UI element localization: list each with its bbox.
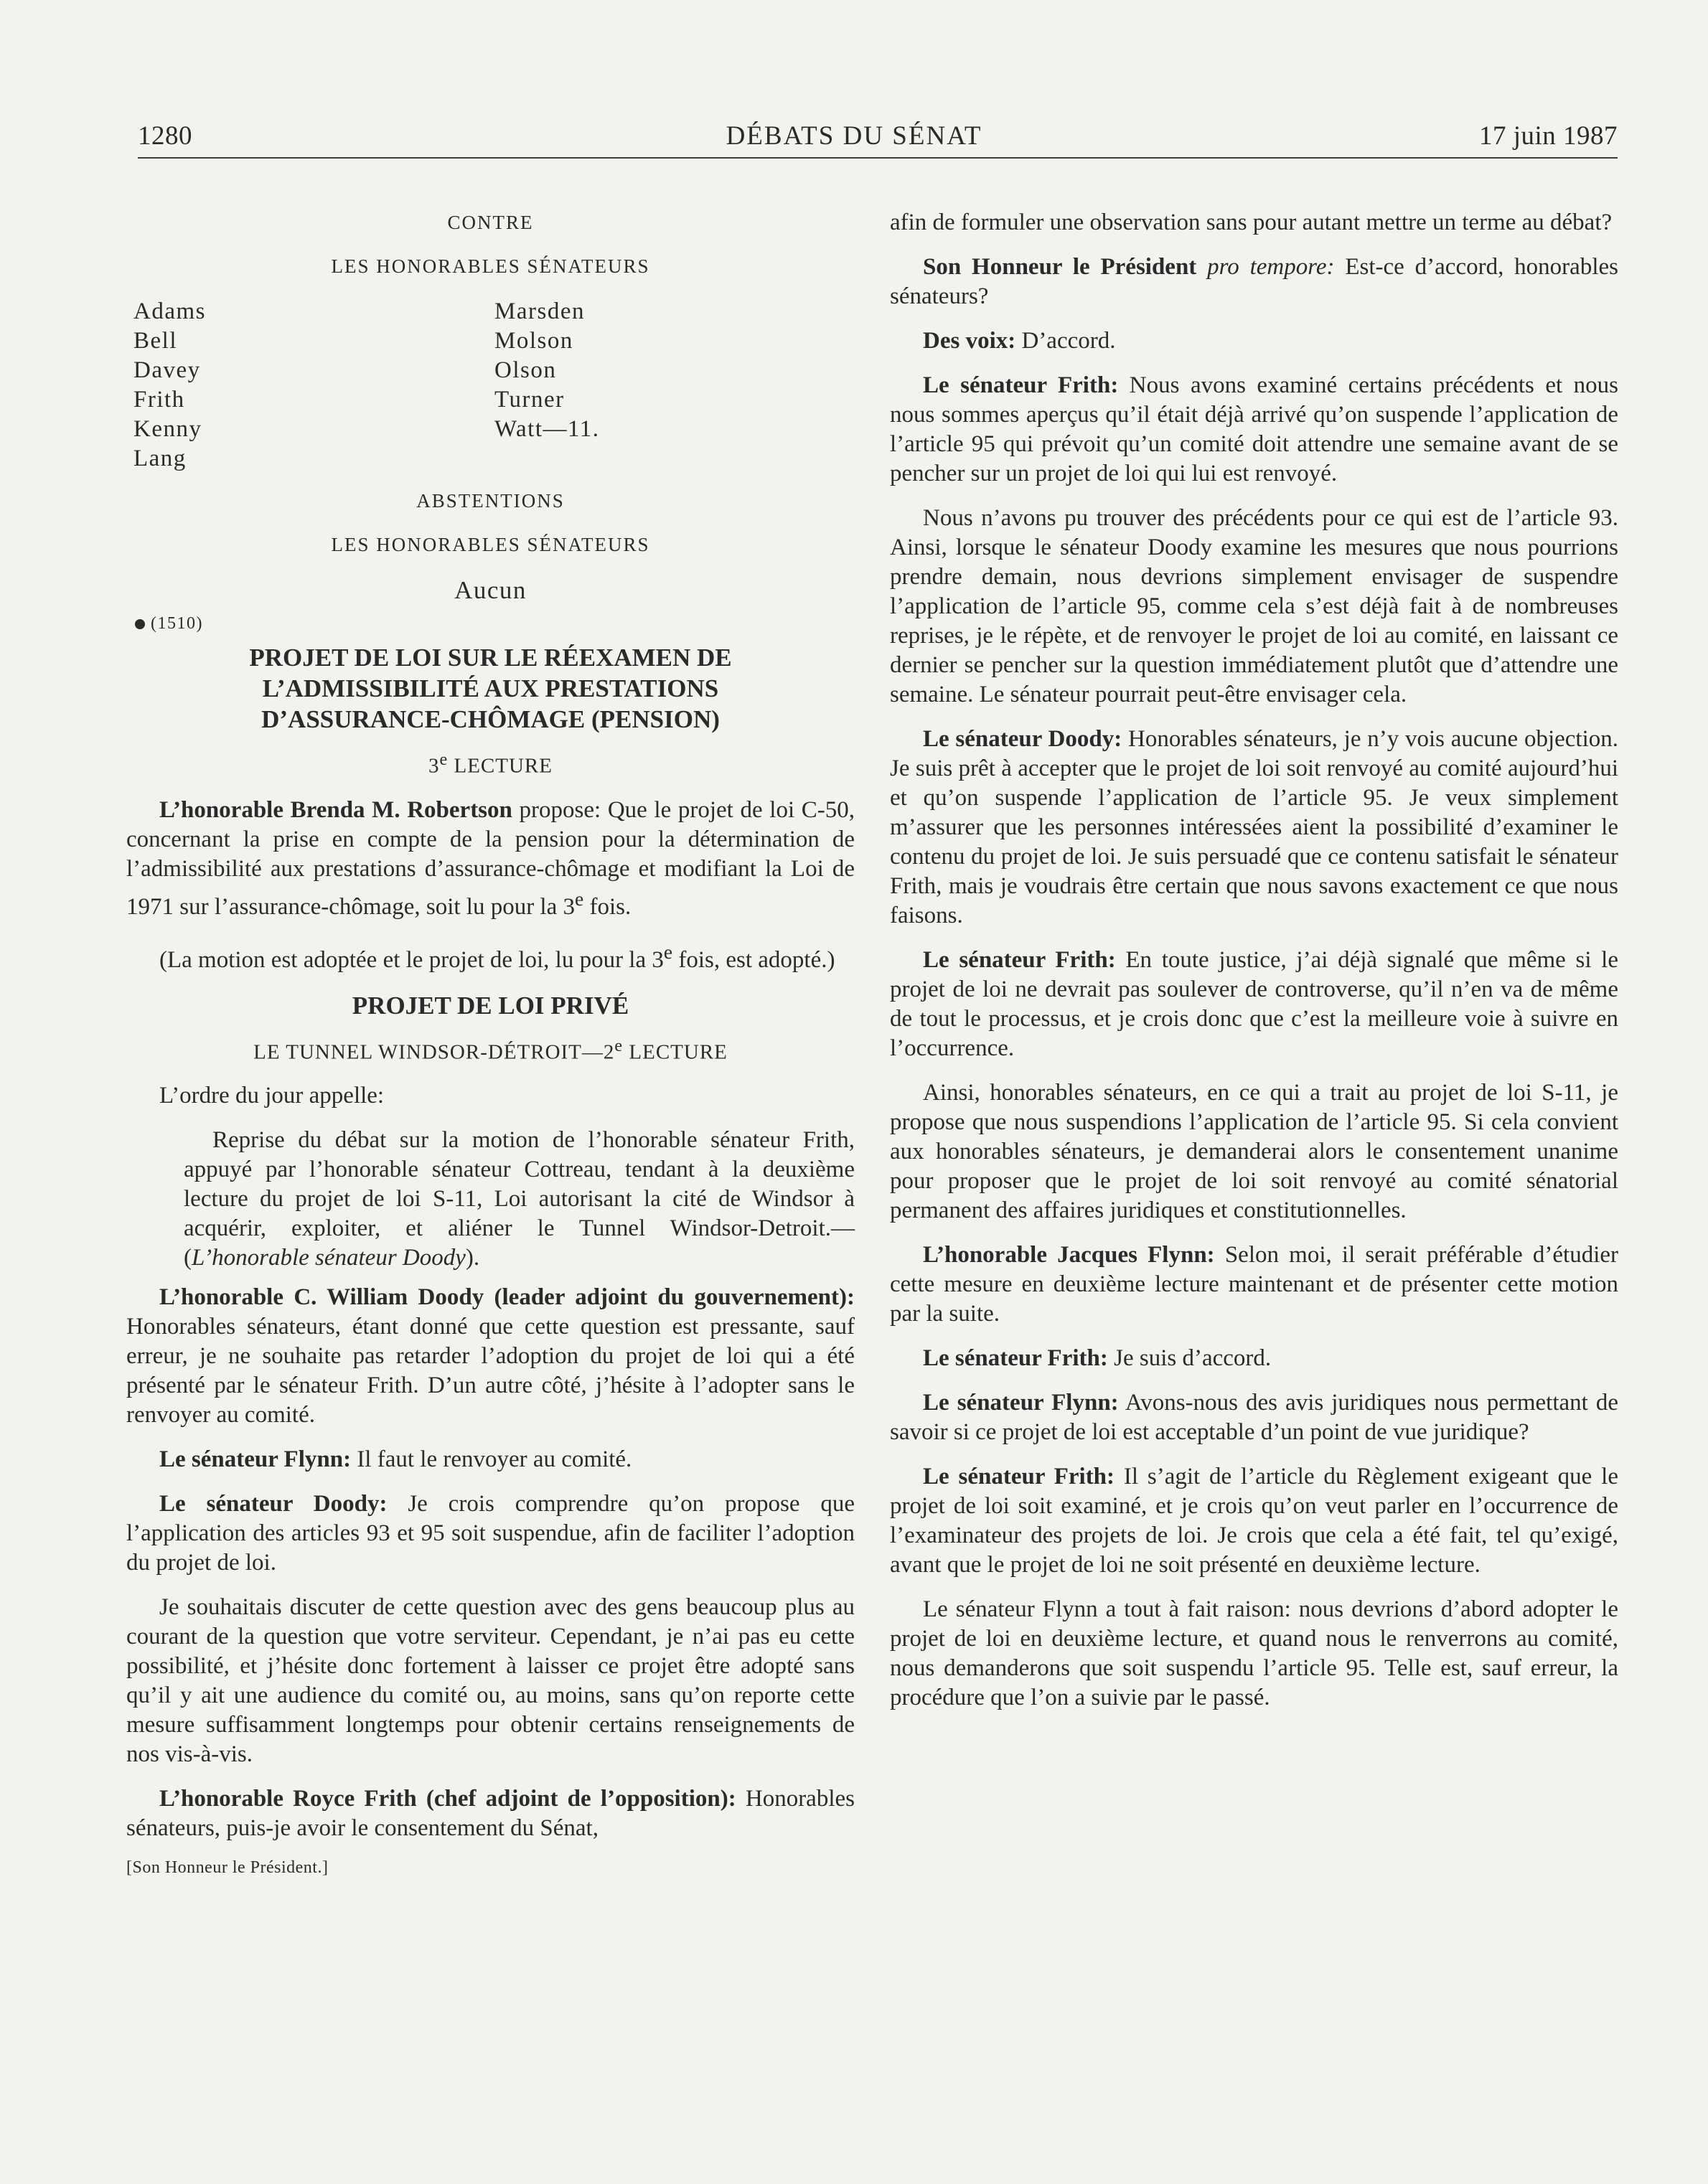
italic-text: L’honorable sénateur Doody — [192, 1245, 466, 1271]
paragraph — [126, 796, 855, 922]
paragraph-text: Il faut le renvoyer au comité. — [351, 1446, 632, 1473]
senator-name: Lang — [133, 446, 187, 471]
speaker-name: Le sénateur Frith: — [923, 947, 1116, 973]
paragraph — [890, 946, 1618, 1063]
senator-name: Watt—11. — [494, 416, 600, 442]
speaker-name: Le sénateur Frith: — [923, 1345, 1108, 1371]
paragraph-text: Avons-nous des avis juridiques nous permettant de savoir si ce projet de loi est acceptable d’un point de vue juridique? — [890, 1390, 1618, 1445]
paragraph — [890, 1462, 1618, 1580]
speaker-name: Le sénateur Frith: — [923, 372, 1119, 398]
reading-subheading — [126, 745, 855, 781]
speaker-name: Le sénateur Frith: — [923, 1464, 1115, 1489]
reading-label: LECTURE — [448, 754, 553, 778]
speaker-name: L’honorable Royce Frith (chef adjoint de l’opposition): — [159, 1786, 736, 1812]
italic-text: pro tempore: — [1196, 254, 1335, 280]
superscript: e — [439, 750, 449, 769]
paragraph — [890, 1344, 1618, 1373]
senator-name: Turner — [494, 387, 565, 413]
page-date: 17 juin 1987 — [1478, 121, 1618, 151]
senator-name: Davey — [133, 357, 201, 383]
abstentions-heading: ABSTENTIONS — [416, 490, 565, 512]
speaker-name: Le sénateur Doody: — [923, 726, 1122, 752]
bill-title: PROJET DE LOI PRIVÉ — [352, 991, 629, 1020]
senator-name: Bell — [133, 328, 177, 354]
names-column-1 — [133, 297, 494, 474]
time-marker — [126, 609, 855, 636]
paragraph-text: fois. — [583, 893, 632, 920]
paragraph: Ainsi, honorables sénateurs, en ce qui a trait au projet de loi S-11, je propose que nous suspendions l’application de l’article 95. Si cela convient aux honorables sénateurs, je demanderai alors le consentement unanime pour proposer que le projet de loi soit renvoyé au comité sénatorial permanent des affaires juridiques et constitutionnelles. — [890, 1080, 1618, 1223]
reading-subheading — [126, 1031, 855, 1068]
superscript: e — [575, 887, 584, 910]
paragraph-text: propose: Que le projet de loi C-50, concernant la prise en compte de la pension pour la détermination de l’admissibilité aux prestations d’assurance-chômage et modifiant la Loi de 1971 sur l’assurance-chômage, soit lu pour la 3 — [126, 796, 855, 920]
paragraph-text: ). — [465, 1245, 480, 1271]
superscript: e — [614, 1035, 624, 1055]
paragraph: Le sénateur Flynn a tout à fait raison: nous devrions d’abord adopter le projet de loi en deuxième lecture, et quand nous le renverrons au comité, nous demanderons que soit suspendu l’article 95. Telle est, sauf erreur, la procédure que l’on a suivie par le passé. — [890, 1596, 1618, 1710]
left-column — [126, 208, 855, 1883]
senator-name: Olson — [494, 357, 557, 383]
senator-name: Adams — [133, 298, 206, 324]
paragraph — [126, 1283, 855, 1430]
subheading-text: LE TUNNEL WINDSOR-DÉTROIT—2 — [253, 1040, 615, 1064]
paragraph-text: Il s’agit de l’article du Règlement exigeant que le projet de loi soit examiné, et je crois qu’on veut parler en l’occurrence de l’examinateur des projets de loi. Je crois que cela a été fait, tel qu’exigé, avant que le projet de loi ne soit présenté en deuxième lecture. — [890, 1464, 1618, 1578]
senator-name: Kenny — [133, 416, 202, 442]
paragraph-text: (La motion est adoptée et le projet de loi, lu pour la 3 — [159, 946, 664, 973]
time-marker-text: (1510) — [151, 614, 203, 633]
paragraph — [890, 725, 1618, 931]
page-footnote: [Son Honneur le Président.] — [126, 1858, 329, 1878]
bullet-icon — [135, 619, 145, 629]
abstentions-none: Aucun — [454, 576, 527, 604]
paragraph-text: Je suis d’accord. — [1107, 1345, 1272, 1371]
page-number: 1280 — [138, 121, 192, 151]
quoted-motion — [184, 1126, 855, 1273]
paragraph-text: fois, est adopté.) — [672, 946, 835, 973]
publication-title: DÉBATS DU SÉNAT — [726, 121, 982, 151]
speaker-name: Le sénateur Flynn: — [923, 1390, 1119, 1416]
paragraph-text: En toute justice, j’ai déjà signalé que même si le projet de loi ne devrait pas soulever de controverse, qu’il n’en va de même de tout le processus, et je crois donc que c’est la meilleure voie à suivre en l’occurrence. — [890, 947, 1618, 1061]
paragraph — [890, 253, 1618, 311]
paragraph: Nous n’avons pu trouver des précédents pour ce qui est de l’article 93. Ainsi, lorsque le sénateur Doody examine les mesures que nous pourrions prendre demain, nous devrions simplement envisager de suspendre l’application de l’article 95, comme cela s’est déjà fait à de nombreuses reprises, je le répète, et de renvoyer le projet de loi au comité, en laissant ce dernier se pencher sur la question immédiatement plutôt que d’attendre une semaine. Le sénateur pourrait peut-être envisager cela. — [890, 505, 1618, 707]
subheading-text: LECTURE — [623, 1040, 728, 1064]
paragraph: Je souhaitais discuter de cette question avec des gens beaucoup plus au courant de la question que votre serviteur. Cependant, je n’ai pas eu cette possibilité, et j’hésite donc fortement à laisser ce projet être adopté sans qu’il y ait une audience du comité ou, au moins, sans qu’on reporte cette mesure suffisamment longtemps pour obtenir certains renseignements de nos vis-à-vis. — [126, 1594, 855, 1768]
vote-contre-heading: CONTRE — [447, 212, 534, 233]
senator-name: Marsden — [494, 298, 585, 324]
speaker-name: L’honorable Jacques Flynn: — [923, 1242, 1215, 1268]
paragraph-text: Je crois comprendre qu’on propose que l’application des articles 93 et 95 soit suspendue, afin de faciliter l’adoption du projet de loi. — [126, 1491, 855, 1576]
paragraph — [126, 1489, 855, 1578]
paragraph: L’ordre du jour appelle: — [159, 1083, 385, 1109]
right-column — [890, 208, 1618, 1728]
speaker-name: Son Honneur le Président — [923, 254, 1197, 280]
speaker-name: L’honorable Brenda M. Robertson — [159, 796, 512, 823]
senator-name: Frith — [133, 387, 185, 413]
senator-name: Molson — [494, 328, 573, 354]
paragraph — [890, 326, 1618, 356]
paragraph-text: Honorables sénateurs, puis-je avoir le consentement du Sénat, — [126, 1786, 855, 1842]
paragraph-text: Honorables sénateurs, je n’y vois aucune objection. Je suis prêt à accepter que le projet de loi soit renvoyé au comité aujourd’hui et qu’on suspende l’application de l’article 95. Je veux simplement m’assurer que les personnes intéressées aient la possibilité d’examiner le contenu du projet de loi. Je suis persuadé que ce contenu satisfait le sénateur Frith, mais je voudrais être certain que nous savons exactement ce que nous faisons. — [890, 726, 1618, 928]
paragraph-text: D’accord. — [1015, 328, 1116, 354]
bill-title: PROJET DE LOI SUR LE RÉEXAMEN DE L’ADMISSIBILITÉ AUX PRESTATIONS D’ASSURANCE-CHÔMAGE (PENSION) — [249, 644, 732, 733]
vote-names-list — [133, 297, 855, 474]
paragraph — [126, 1784, 855, 1843]
speaker-name: L’honorable C. William Doody (leader adjoint du gouvernement): — [159, 1284, 855, 1311]
speaker-name: Le sénateur Flynn: — [159, 1446, 352, 1473]
superscript: e — [663, 940, 673, 963]
paragraph-text: Honorables sénateurs, étant donné que cette question est pressante, sauf erreur, je ne souhaite pas retarder l’adoption du projet de loi qui a été présenté par le sénateur Frith. D’un autre côté, j’hésite à l’adopter sans le renvoyer au comité. — [126, 1314, 855, 1428]
paragraph-text: Nous avons examiné certains précédents et nous nous sommes aperçus qu’il était déjà arrivé qu’on suspende l’application de l’article 95 qui prévoit qu’un comité doit attendre une semaine avant de se pencher sur un projet de loi qui lui est renvoyé. — [890, 372, 1618, 486]
speaker-name: Le sénateur Doody: — [159, 1491, 388, 1517]
paragraph — [890, 1388, 1618, 1447]
reading-number: 3 — [428, 754, 440, 778]
senateurs-heading: LES HONORABLES SÉNATEURS — [331, 534, 650, 555]
paragraph — [890, 371, 1618, 489]
paragraph-text: Selon moi, il serait préférable d’étudier cette mesure en deuxième lecture maintenant et de présenter cette motion par la suite. — [890, 1242, 1618, 1327]
names-column-2 — [494, 297, 600, 474]
paragraph-text: Reprise du débat sur la motion de l’honorable sénateur Frith, appuyé par l’honorable sénateur Cottreau, tendant à la deuxième lecture du projet de loi S-11, Loi autorisant la cité de Windsor à acquérir, exploiter, et aliéner le Tunnel Windsor-Detroit.—( — [184, 1127, 855, 1271]
paragraph — [126, 937, 855, 975]
paragraph-text: Est-ce d’accord, honorables sénateurs? — [890, 254, 1618, 309]
senateurs-heading: LES HONORABLES SÉNATEURS — [331, 255, 650, 277]
speaker-name: Des voix: — [923, 328, 1016, 354]
paragraph — [126, 1445, 855, 1474]
header-rule — [138, 157, 1618, 159]
paragraph: afin de formuler une observation sans pour autant mettre un terme au débat? — [890, 210, 1613, 235]
paragraph — [890, 1241, 1618, 1329]
